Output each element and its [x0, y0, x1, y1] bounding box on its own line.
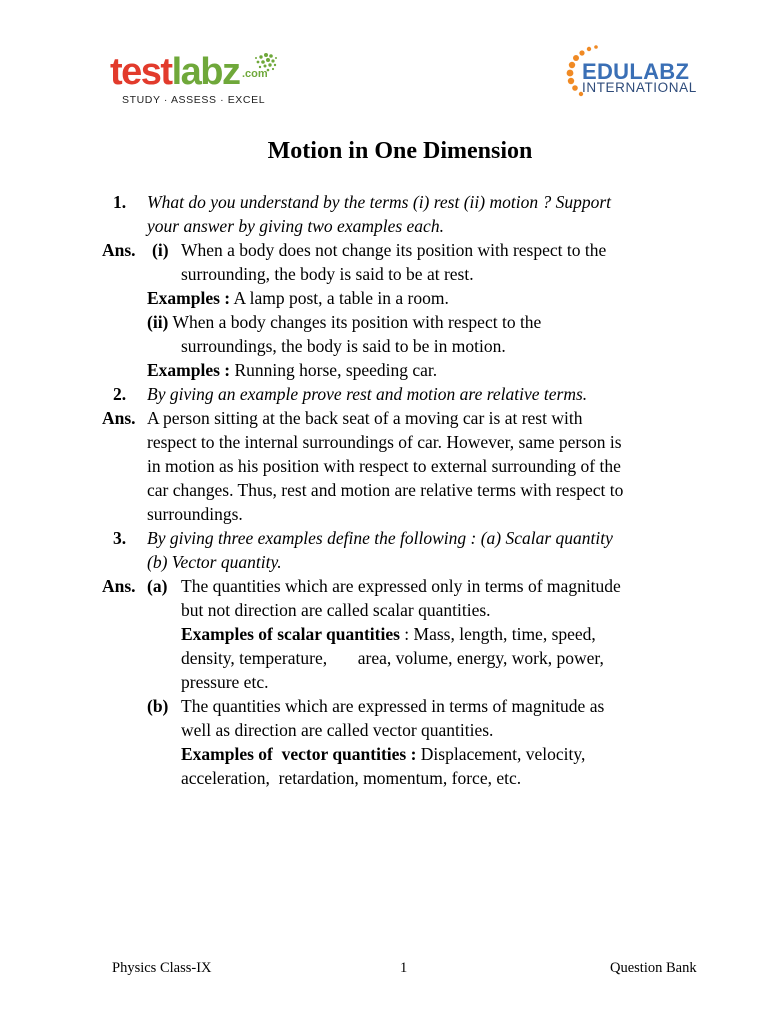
examples-line: [147, 358, 437, 382]
examples-line: [181, 622, 596, 646]
question-number: 3.: [113, 528, 127, 548]
testlabz-domain: .com: [242, 68, 268, 80]
answer-line: [147, 310, 541, 334]
examples-line: [181, 742, 585, 766]
answer-text: The quantities which are expressed only in terms of magnitude: [181, 576, 621, 596]
answer-text: acceleration, retardation, momentum, force, etc.: [181, 768, 522, 788]
sub-label: (ii): [147, 312, 169, 332]
testlabz-tagline: STUDY · ASSESS · EXCEL: [122, 94, 266, 106]
edulabz-subtitle: INTERNATIONAL: [582, 80, 697, 95]
answer-text: When a body does not change its position with respect to the: [181, 240, 607, 260]
question-text: your answer by giving two examples each.: [147, 216, 444, 236]
answer-label: Ans.: [102, 576, 136, 596]
answer-text: but not direction are called scalar quantities.: [181, 600, 491, 620]
answer-label: Ans.: [102, 240, 136, 260]
question-text: By giving an example prove rest and motion are relative terms.: [147, 384, 588, 404]
answer-text: pressure etc.: [181, 672, 269, 692]
question-number: 2.: [113, 384, 127, 404]
examples-text: A lamp post, a table in a room.: [230, 288, 449, 308]
question-text: What do you understand by the terms (i) rest (ii) motion ? Support: [147, 192, 612, 212]
examples-text: Running horse, speeding car.: [230, 360, 438, 380]
answer-text: When a body changes its position with respect to the: [168, 312, 542, 332]
page-number: 1: [400, 960, 408, 976]
examples-label: Examples of scalar quantities: [181, 624, 400, 644]
testlabz-wordmark: testlabz: [110, 51, 240, 93]
sub-label: (i): [152, 240, 169, 260]
answer-text: The quantities which are expressed in terms of magnitude as: [181, 696, 605, 716]
footer-subject: Physics Class-IX: [112, 960, 212, 976]
answer-text: respect to the internal surroundings of car. However, same person is: [147, 432, 622, 452]
examples-line: [147, 286, 449, 310]
answer-text: A person sitting at the back seat of a moving car is at rest with: [147, 408, 583, 428]
sub-label: (b): [147, 696, 169, 716]
page-title: Motion in One Dimension: [267, 138, 533, 164]
answer-text: density, temperature, area, volume, energy, work, power,: [181, 648, 604, 668]
question-text: (b) Vector quantity.: [147, 552, 282, 572]
answer-label: Ans.: [102, 408, 136, 428]
answer-text: well as direction are called vector quantities.: [181, 720, 494, 740]
answer-text: in motion as his position with respect to external surrounding of the: [147, 456, 621, 476]
answer-text: car changes. Thus, rest and motion are relative terms with respect to: [147, 480, 624, 500]
answer-text: surrounding, the body is said to be at rest.: [181, 264, 474, 284]
answer-text: surroundings.: [147, 504, 243, 524]
examples-label: Examples of vector quantities :: [181, 744, 417, 764]
examples-label: Examples :: [147, 288, 231, 308]
examples-text: Displacement, velocity,: [416, 744, 586, 764]
question-number: 1.: [113, 192, 127, 212]
testlabz-logo: [110, 50, 282, 110]
sub-label: (a): [147, 576, 168, 596]
question-text: By giving three examples define the following : (a) Scalar quantity: [147, 528, 613, 548]
answer-text: surroundings, the body is said to be in motion.: [181, 336, 506, 356]
edulabz-logo: [562, 44, 712, 104]
examples-label: Examples :: [147, 360, 231, 380]
edulabz-name: EDULABZ: [582, 59, 690, 84]
footer-doc-type: Question Bank: [610, 960, 697, 976]
examples-text: : Mass, length, time, speed,: [399, 624, 596, 644]
